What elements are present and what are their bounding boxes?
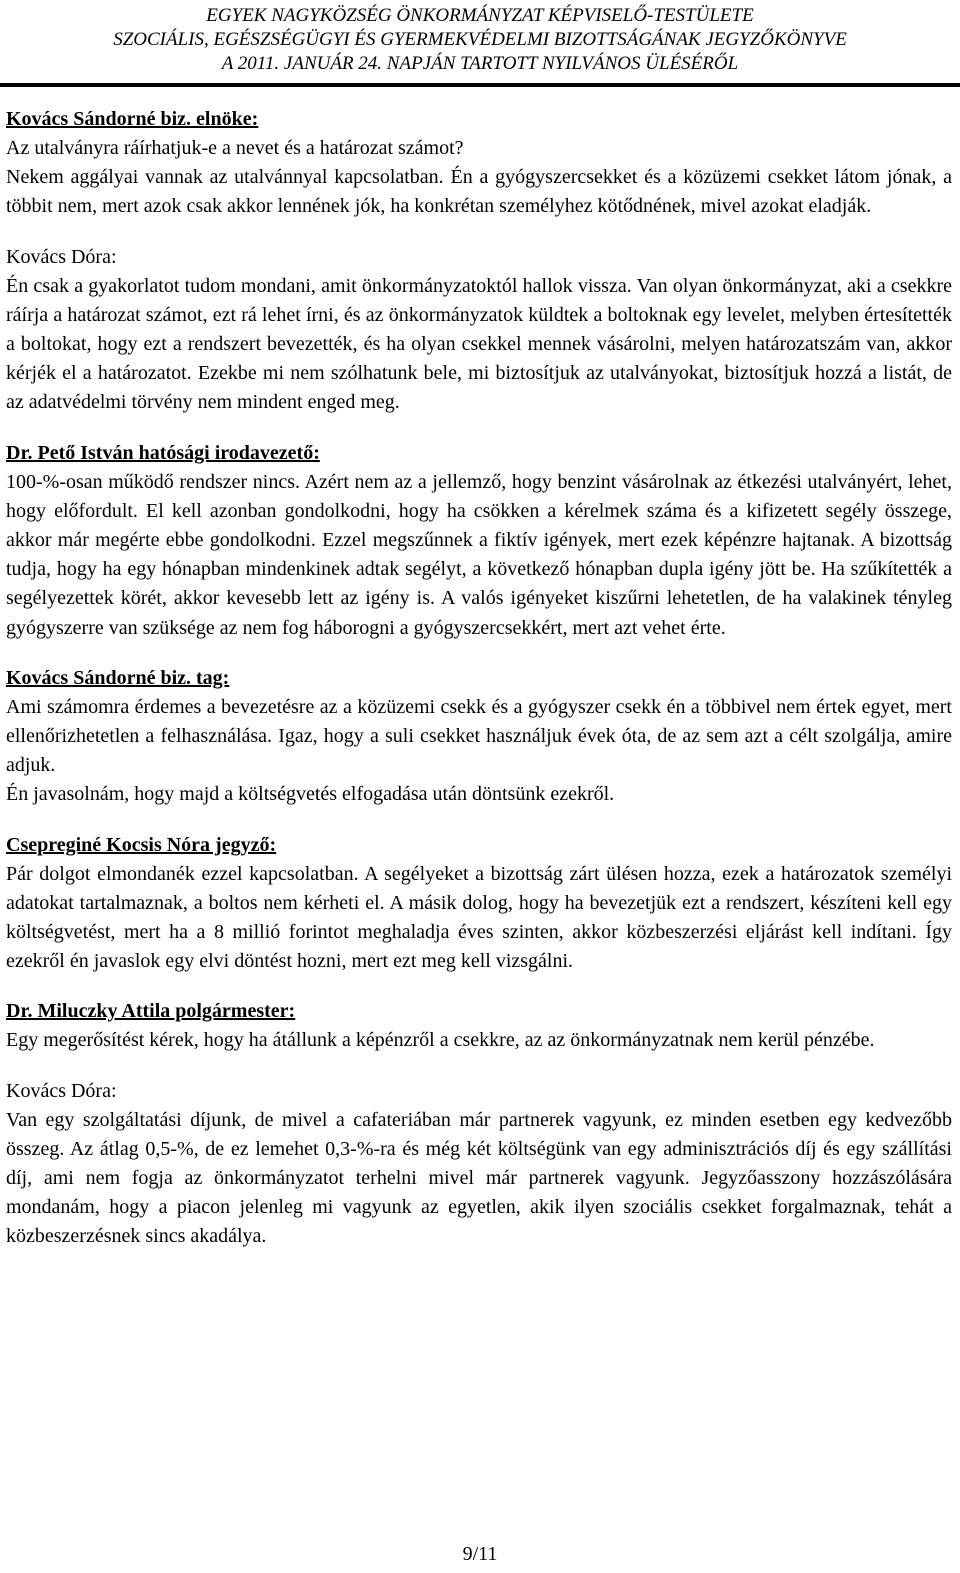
- speech-block: [6, 105, 952, 222]
- speech-block: [6, 831, 952, 977]
- header-line-1: EGYEK NAGYKÖZSÉG ÖNKORMÁNYZAT KÉPVISELŐ-TESTÜLETE: [206, 5, 754, 26]
- document-body: [6, 105, 952, 1273]
- speech-paragraph: Ami számomra érdemes a bevezetésre az a közüzemi csekk és a gyógyszer csekk én a többivel nem értek egyet, mert ellenőrizhetetlen a felhasználása. Igaz, hogy a suli csekket használjuk évek óta, de az sem azt a célt szolgálja, amire adjuk.: [6, 695, 952, 777]
- speech-paragraph: Nekem aggályai vannak az utalvánnyal kapcsolatban. Én a gyógyszercsekket és a közüzemi csekket látom jónak, a többit nem, mert azok csak akkor lennének jók, ha konkrétan személyhez kötődnének, mivel azokat eladják.: [6, 166, 952, 218]
- speaker-name: Kovács Sándorné biz. tag:: [6, 666, 230, 689]
- page-number: 9/11: [462, 1543, 498, 1565]
- document-header: [0, 4, 960, 76]
- header-divider: [0, 83, 960, 87]
- speaker-name: Csepreginé Kocsis Nóra jegyző:: [6, 833, 277, 856]
- speech-block: [6, 997, 952, 1055]
- header-line-3: A 2011. JANUÁR 24. NAPJÁN TARTOTT NYILVÁNOS ÜLÉSÉRŐL: [221, 53, 739, 74]
- speech-paragraph: 100-%-osan működő rendszer nincs. Azért nem az a jellemző, hogy benzint vásárolnak az étkezési utalványért, lehet, hogy előfordult. El kell azonban gondolkodni, hogy ha csökken a kérelmek száma és a kifizetett segély összege, akkor már megérte ebbe gondolkodni. Ezzel megszűnnek a fiktív igények, mert ezek képénzre hajtanak. A bizottság tudja, hogy ha egy hónapban mindenkinek adtak segélyt, a következő hónapban dupla igény jött be. Ha szűkítették a segélyezettek körét, akkor kevesebb lett az igény is. A valós igényeket kiszűrni lehetetlen, de ha valakinek tényleg gyógyszerre van szüksége az nem fog háborogni a gyógyszercsekkért, mert azt vehet érte.: [6, 470, 952, 639]
- speech-block: [6, 1077, 952, 1252]
- speech-paragraph: Pár dolgot elmondanék ezzel kapcsolatban. A segélyeket a bizottság zárt ülésen hozza, ezek a határozatok személyi adatokat tartalmaznak, a boltos nem kérheti el. A másik dolog, hogy ha bevezetjük ezt a rendszert, készíteni kell egy költségvetést, mert ha a 8 millió forintot meghaladja éves szinten, akkor közbeszerzési eljárást kell indítani. Így ezekről én javaslok egy elvi döntést hozni, mert ezt meg kell vizsgálni.: [6, 862, 952, 973]
- speech-block: [6, 664, 952, 810]
- speaker-name: Kovács Dóra:: [6, 245, 117, 268]
- header-line-2: SZOCIÁLIS, EGÉSZSÉGÜGYI ÉS GYERMEKVÉDELMI BIZOTTSÁGÁNAK JEGYZŐKÖNYVE: [113, 29, 847, 50]
- speaker-name: Dr. Miluczky Attila polgármester:: [6, 1000, 296, 1023]
- speaker-name: Kovács Sándorné biz. elnöke:: [6, 108, 259, 130]
- speech-paragraph: Egy megerősítést kérek, hogy ha átállunk a képénzről a csekkre, az az önkormányzatnak nem kerül pénzébe.: [6, 1029, 875, 1052]
- speech-block: [6, 439, 952, 643]
- speech-block: [6, 243, 952, 418]
- speaker-name: Dr. Pető István hatósági irodavezető:: [6, 441, 320, 464]
- speaker-name: Kovács Dóra:: [6, 1079, 117, 1102]
- speech-paragraph: Van egy szolgáltatási díjunk, de mivel a cafateriában már partnerek vagyunk, ez minden esetben egy kedvezőbb összeg. Az átlag 0,5-%, de ez lemehet 0,3-%-ra és még két költségünk van egy adminisztrációs díj és egy szállítási díj, ami nem fogja az önkormányzatot terhelni mivel már partnerek vagyunk. Jegyzőasszony hozzászólására mondanám, hogy a piacon jelenleg mi vagyunk az egyetlen, akik ilyen szociális csekket forgalmaznak, tehát a közbeszerzésnek sincs akadálya.: [6, 1108, 952, 1248]
- speech-paragraph: Én javasolnám, hogy majd a költségvetés elfogadása után döntsünk ezekről.: [6, 783, 615, 806]
- speech-paragraph: Én csak a gyakorlatot tudom mondani, amit önkormányzatoktól hallok vissza. Van olyan önkormányzat, aki a csekkre ráírja a határozat számot, ezt rá lehet írni, és az önkormányzatok küldtek a boltoknak egy levelet, melyben értesítették a boltokat, hogy ezt a rendszert bevezették, és ha olyan csekkel mennek vásárolni, melyen határozatszám van, akkor kérjék el a határozatot. Ezekbe mi nem szólhatunk bele, mi biztosítjuk az utalványokat, biztosítjuk hozzá a listát, de az adatvédelmi törvény nem mindent enged meg.: [6, 274, 952, 414]
- speech-paragraph: Az utalványra ráírhatjuk-e a nevet és a határozat számot?: [6, 137, 464, 159]
